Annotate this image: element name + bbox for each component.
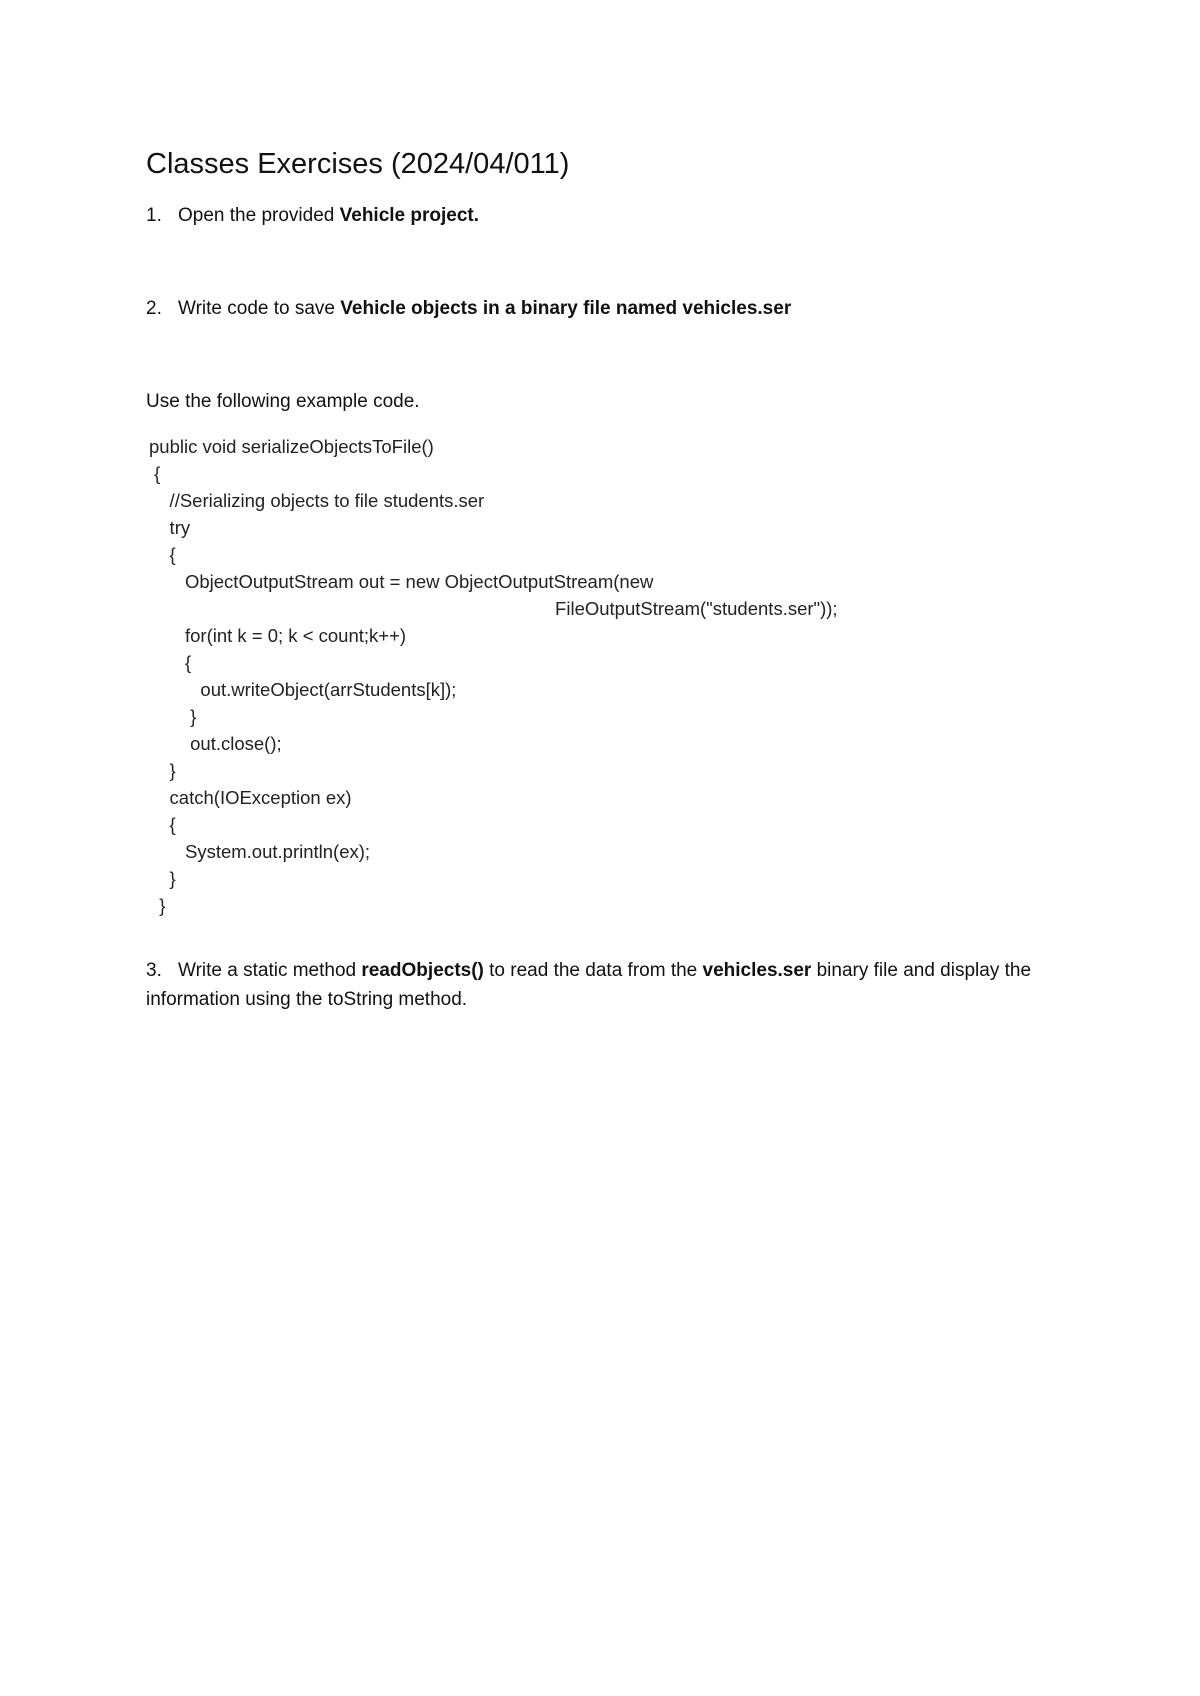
- code-block: [149, 433, 838, 919]
- code-line: }: [149, 706, 197, 727]
- code-line: }: [149, 760, 176, 781]
- code-line: System.out.println(ex);: [149, 841, 371, 862]
- code-line: {: [149, 463, 161, 484]
- code-line: public void serializeObjectsToFile(): [149, 436, 434, 457]
- code-line: }: [149, 895, 166, 916]
- item-text: Write code to save: [178, 298, 341, 319]
- code-line: {: [149, 544, 176, 565]
- code-line: catch(IOException ex): [149, 787, 352, 808]
- code-line: out.close();: [149, 733, 282, 754]
- code-line: {: [149, 652, 192, 673]
- item-number: 3.: [146, 960, 162, 981]
- item-text: Write a static method: [178, 960, 362, 981]
- page-title: Classes Exercises (2024/04/011): [146, 148, 570, 180]
- exercise-item-2: [146, 295, 791, 322]
- code-intro-text: Use the following example code.: [146, 391, 420, 412]
- item-bold-text: Vehicle objects in a binary file named vehicles.ser: [340, 298, 792, 319]
- item-number: 2.: [146, 298, 162, 319]
- item-bold-text: Vehicle project.: [339, 205, 480, 226]
- item-number: 1.: [146, 205, 162, 226]
- code-line: try: [149, 517, 191, 538]
- code-line: out.writeObject(arrStudents[k]);: [149, 679, 457, 700]
- item-text: Open the provided: [178, 205, 340, 226]
- item-text: binary file and display the information using the toString method.: [146, 960, 1032, 1010]
- item-bold-text: vehicles.ser: [702, 960, 812, 981]
- code-line: ObjectOutputStream out = new ObjectOutputStream(new: [149, 571, 654, 592]
- code-line: for(int k = 0; k < count;k++): [149, 625, 407, 646]
- item-text: to read the data from the: [483, 960, 703, 981]
- code-line: //Serializing objects to file students.ser: [149, 490, 485, 511]
- code-line: FileOutputStream("students.ser"));: [149, 598, 838, 619]
- code-line: {: [149, 814, 176, 835]
- exercise-item-1: [146, 202, 479, 229]
- item-bold-text: readObjects(): [361, 960, 484, 981]
- exercise-item-3: [146, 956, 1076, 1014]
- code-line: }: [149, 868, 176, 889]
